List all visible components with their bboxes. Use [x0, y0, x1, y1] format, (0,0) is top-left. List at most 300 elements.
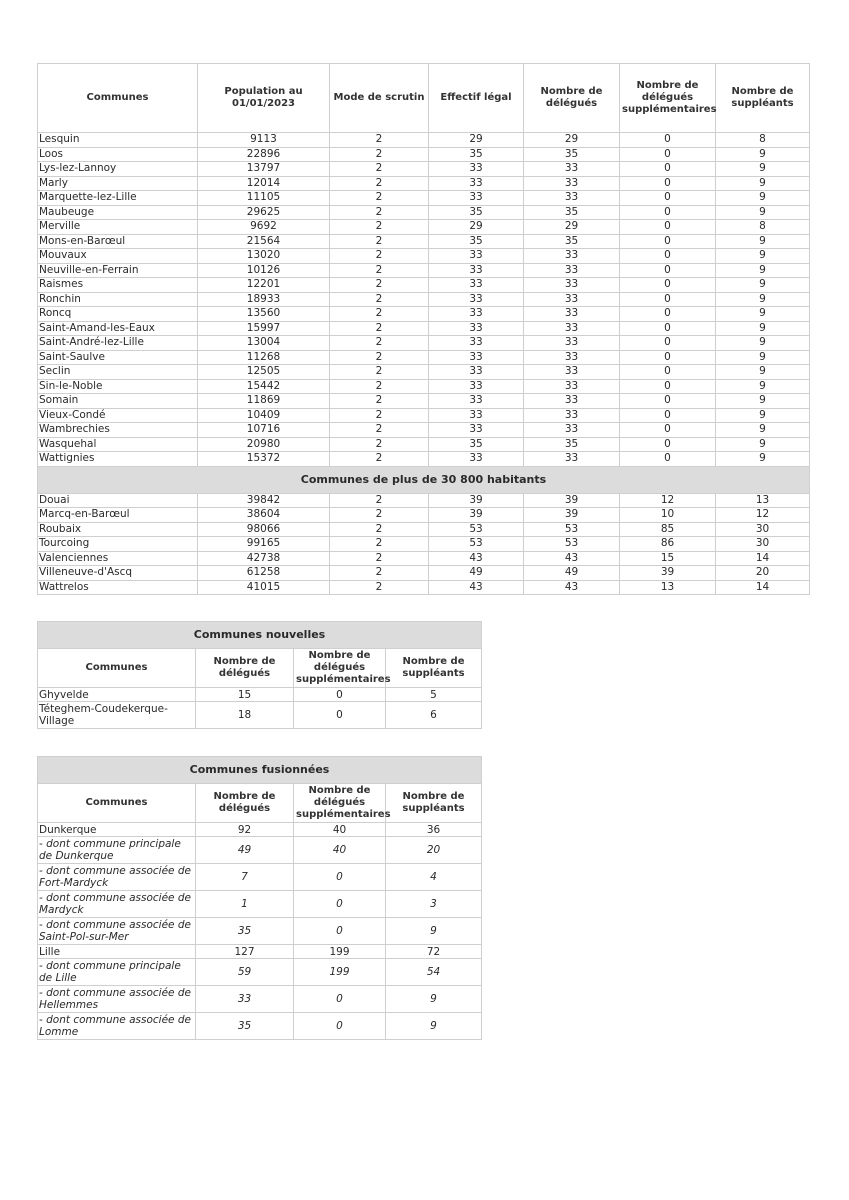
value-cell: 9: [716, 350, 810, 365]
value-cell: 29625: [198, 205, 330, 220]
value-cell: 33: [429, 394, 524, 409]
commune-name-cell: Roncq: [38, 307, 198, 322]
value-cell: 2: [330, 437, 429, 452]
value-cell: 20: [386, 837, 482, 864]
value-cell: 49: [429, 566, 524, 581]
value-cell: 9: [716, 147, 810, 162]
value-cell: 2: [330, 508, 429, 523]
value-cell: 0: [620, 234, 716, 249]
value-cell: 33: [429, 191, 524, 206]
value-cell: 127: [196, 945, 294, 959]
value-cell: 9: [716, 249, 810, 264]
value-cell: 2: [330, 379, 429, 394]
value-cell: 0: [620, 350, 716, 365]
fusionnees-header-supplementaires: Nombre de délégués supplémentaires: [294, 784, 386, 823]
value-cell: 9: [716, 394, 810, 409]
value-cell: 0: [620, 133, 716, 148]
value-cell: 72: [386, 945, 482, 959]
communes-nouvelles-title: Communes nouvelles: [38, 622, 482, 649]
value-cell: 2: [330, 493, 429, 508]
nouvelles-header-delegues: Nombre de délégués: [196, 649, 294, 688]
value-cell: 33: [524, 249, 620, 264]
value-cell: 30: [716, 537, 810, 552]
value-cell: 9: [716, 307, 810, 322]
header-nombre-delegues: Nombre de délégués: [524, 64, 620, 133]
value-cell: 33: [524, 307, 620, 322]
value-cell: 0: [620, 321, 716, 336]
value-cell: 43: [429, 551, 524, 566]
value-cell: 29: [429, 133, 524, 148]
table-row: [38, 945, 482, 959]
value-cell: 1: [196, 891, 294, 918]
table-row: [38, 278, 810, 293]
section-title: Communes de plus de 30 800 habitants: [38, 466, 810, 493]
value-cell: 20980: [198, 437, 330, 452]
value-cell: 0: [620, 205, 716, 220]
value-cell: 33: [429, 452, 524, 467]
communes-fusionnees-table: [37, 756, 482, 1040]
value-cell: 13020: [198, 249, 330, 264]
table-row: [38, 959, 482, 986]
main-table-header-row: [38, 64, 810, 133]
value-cell: 33: [429, 423, 524, 438]
value-cell: 2: [330, 321, 429, 336]
value-cell: 53: [429, 522, 524, 537]
value-cell: 35: [429, 205, 524, 220]
value-cell: 49: [196, 837, 294, 864]
value-cell: 38604: [198, 508, 330, 523]
value-cell: 9: [716, 365, 810, 380]
table-row: [38, 249, 810, 264]
value-cell: 49: [524, 566, 620, 581]
nouvelles-header-supplementaires: Nombre de délégués supplémentaires: [294, 649, 386, 688]
commune-name-cell: Dunkerque: [38, 823, 196, 837]
value-cell: 41015: [198, 580, 330, 595]
main-communes-table: [37, 63, 810, 595]
table-row: [38, 336, 810, 351]
table-row: [38, 986, 482, 1013]
value-cell: 10: [620, 508, 716, 523]
value-cell: 92: [196, 823, 294, 837]
value-cell: 2: [330, 292, 429, 307]
commune-name-cell: Raismes: [38, 278, 198, 293]
commune-name-cell: - dont commune associée de Saint-Pol-sur-Mer: [38, 918, 196, 945]
value-cell: 18: [196, 702, 294, 729]
value-cell: 9: [716, 423, 810, 438]
commune-name-cell: - dont commune associée de Mardyck: [38, 891, 196, 918]
value-cell: 15: [196, 688, 294, 702]
value-cell: 2: [330, 537, 429, 552]
value-cell: 0: [620, 408, 716, 423]
value-cell: 10126: [198, 263, 330, 278]
fusionnees-header-communes: Communes: [38, 784, 196, 823]
value-cell: 9: [386, 986, 482, 1013]
table-row: [38, 551, 810, 566]
value-cell: 33: [429, 249, 524, 264]
commune-name-cell: Marquette-lez-Lille: [38, 191, 198, 206]
value-cell: 2: [330, 234, 429, 249]
value-cell: 33: [429, 350, 524, 365]
value-cell: 9: [716, 452, 810, 467]
value-cell: 9: [716, 263, 810, 278]
value-cell: 9: [716, 292, 810, 307]
table-row: [38, 580, 810, 595]
commune-name-cell: Wattrelos: [38, 580, 198, 595]
value-cell: 15442: [198, 379, 330, 394]
value-cell: 0: [620, 249, 716, 264]
value-cell: 18933: [198, 292, 330, 307]
value-cell: 9: [716, 379, 810, 394]
value-cell: 2: [330, 394, 429, 409]
value-cell: 43: [524, 580, 620, 595]
value-cell: 29: [429, 220, 524, 235]
value-cell: 0: [294, 986, 386, 1013]
value-cell: 8: [716, 133, 810, 148]
value-cell: 9: [386, 918, 482, 945]
table-row: [38, 350, 810, 365]
value-cell: 12: [716, 508, 810, 523]
commune-name-cell: Somain: [38, 394, 198, 409]
value-cell: 33: [429, 365, 524, 380]
value-cell: 2: [330, 336, 429, 351]
table-row: [38, 191, 810, 206]
table-row: [38, 522, 810, 537]
value-cell: 40: [294, 823, 386, 837]
commune-name-cell: Saint-Amand-les-Eaux: [38, 321, 198, 336]
value-cell: 0: [620, 278, 716, 293]
nouvelles-header-row: [38, 649, 482, 688]
value-cell: 61258: [198, 566, 330, 581]
value-cell: 36: [386, 823, 482, 837]
value-cell: 2: [330, 307, 429, 322]
value-cell: 2: [330, 350, 429, 365]
value-cell: 15: [620, 551, 716, 566]
value-cell: 33: [429, 336, 524, 351]
value-cell: 9: [716, 336, 810, 351]
fusionnees-header-row: [38, 784, 482, 823]
value-cell: 29: [524, 220, 620, 235]
value-cell: 0: [294, 688, 386, 702]
value-cell: 30: [716, 522, 810, 537]
commune-name-cell: Loos: [38, 147, 198, 162]
value-cell: 9692: [198, 220, 330, 235]
table-row: [38, 823, 482, 837]
value-cell: 6: [386, 702, 482, 729]
table-row: [38, 176, 810, 191]
header-nombre-suppleants: Nombre de suppléants: [716, 64, 810, 133]
value-cell: 0: [620, 423, 716, 438]
value-cell: 12014: [198, 176, 330, 191]
value-cell: 33: [429, 307, 524, 322]
value-cell: 33: [524, 336, 620, 351]
value-cell: 0: [294, 702, 386, 729]
table-row: [38, 452, 810, 467]
value-cell: 86: [620, 537, 716, 552]
value-cell: 9: [716, 176, 810, 191]
table-row: [38, 133, 810, 148]
value-cell: 33: [524, 162, 620, 177]
value-cell: 15372: [198, 452, 330, 467]
nouvelles-header-suppleants: Nombre de suppléants: [386, 649, 482, 688]
value-cell: 35: [524, 234, 620, 249]
value-cell: 0: [620, 307, 716, 322]
value-cell: 0: [620, 365, 716, 380]
commune-name-cell: Douai: [38, 493, 198, 508]
value-cell: 13560: [198, 307, 330, 322]
value-cell: 2: [330, 162, 429, 177]
value-cell: 35: [196, 1013, 294, 1040]
value-cell: 0: [294, 864, 386, 891]
table-row: [38, 508, 810, 523]
value-cell: 12: [620, 493, 716, 508]
value-cell: 39842: [198, 493, 330, 508]
commune-name-cell: Ronchin: [38, 292, 198, 307]
value-cell: 8: [716, 220, 810, 235]
commune-name-cell: Mons-en-Barœul: [38, 234, 198, 249]
value-cell: 33: [524, 350, 620, 365]
value-cell: 99165: [198, 537, 330, 552]
header-mode-scrutin: Mode de scrutin: [330, 64, 429, 133]
value-cell: 9: [386, 1013, 482, 1040]
value-cell: 53: [524, 537, 620, 552]
table-row: [38, 162, 810, 177]
value-cell: 2: [330, 176, 429, 191]
value-cell: 0: [620, 162, 716, 177]
commune-name-cell: Neuville-en-Ferrain: [38, 263, 198, 278]
table-row: [38, 1013, 482, 1040]
value-cell: 13: [716, 493, 810, 508]
value-cell: 9: [716, 321, 810, 336]
table-row: [38, 702, 482, 729]
value-cell: 33: [524, 191, 620, 206]
commune-name-cell: Sin-le-Noble: [38, 379, 198, 394]
value-cell: 0: [294, 891, 386, 918]
table-row: [38, 307, 810, 322]
commune-name-cell: Wambrechies: [38, 423, 198, 438]
commune-name-cell: Lys-lez-Lannoy: [38, 162, 198, 177]
value-cell: 9113: [198, 133, 330, 148]
value-cell: 59: [196, 959, 294, 986]
value-cell: 35: [524, 437, 620, 452]
communes-fusionnees-title: Communes fusionnées: [38, 757, 482, 784]
commune-name-cell: - dont commune principale de Lille: [38, 959, 196, 986]
value-cell: 33: [429, 278, 524, 293]
value-cell: 10716: [198, 423, 330, 438]
fusionnees-header-delegues: Nombre de délégués: [196, 784, 294, 823]
value-cell: 33: [429, 292, 524, 307]
value-cell: 0: [620, 220, 716, 235]
value-cell: 33: [429, 321, 524, 336]
value-cell: 14: [716, 580, 810, 595]
table-row: [38, 220, 810, 235]
value-cell: 42738: [198, 551, 330, 566]
header-delegues-supplementaires: Nombre de délégués supplémentaires: [620, 64, 716, 133]
commune-name-cell: Tourcoing: [38, 537, 198, 552]
value-cell: 9: [716, 191, 810, 206]
value-cell: 12201: [198, 278, 330, 293]
value-cell: 33: [524, 365, 620, 380]
value-cell: 2: [330, 205, 429, 220]
table-row: [38, 423, 810, 438]
table-row: [38, 408, 810, 423]
value-cell: 54: [386, 959, 482, 986]
value-cell: 3: [386, 891, 482, 918]
commune-name-cell: Saint-André-lez-Lille: [38, 336, 198, 351]
value-cell: 199: [294, 945, 386, 959]
commune-name-cell: Ghyvelde: [38, 688, 196, 702]
value-cell: 33: [524, 278, 620, 293]
value-cell: 33: [524, 176, 620, 191]
header-population: Population au 01/01/2023: [198, 64, 330, 133]
value-cell: 39: [429, 508, 524, 523]
table-row: [38, 493, 810, 508]
table-row: [38, 566, 810, 581]
commune-name-cell: Valenciennes: [38, 551, 198, 566]
value-cell: 2: [330, 522, 429, 537]
communes-nouvelles-table: [37, 621, 482, 729]
commune-name-cell: Wasquehal: [38, 437, 198, 452]
value-cell: 14: [716, 551, 810, 566]
value-cell: 33: [429, 263, 524, 278]
value-cell: 4: [386, 864, 482, 891]
value-cell: 0: [620, 394, 716, 409]
value-cell: 9: [716, 234, 810, 249]
commune-name-cell: Seclin: [38, 365, 198, 380]
commune-name-cell: Lesquin: [38, 133, 198, 148]
value-cell: 9: [716, 205, 810, 220]
value-cell: 2: [330, 566, 429, 581]
value-cell: 0: [620, 452, 716, 467]
value-cell: 2: [330, 278, 429, 293]
value-cell: 33: [524, 452, 620, 467]
value-cell: 33: [524, 394, 620, 409]
table-row: [38, 365, 810, 380]
value-cell: 13797: [198, 162, 330, 177]
value-cell: 33: [429, 379, 524, 394]
header-communes: Communes: [38, 64, 198, 133]
value-cell: 33: [524, 408, 620, 423]
commune-name-cell: Marly: [38, 176, 198, 191]
table-row: [38, 379, 810, 394]
value-cell: 33: [524, 423, 620, 438]
value-cell: 2: [330, 408, 429, 423]
value-cell: 7: [196, 864, 294, 891]
value-cell: 2: [330, 263, 429, 278]
value-cell: 0: [620, 147, 716, 162]
value-cell: 39: [524, 493, 620, 508]
value-cell: 13004: [198, 336, 330, 351]
value-cell: 35: [524, 147, 620, 162]
value-cell: 0: [620, 336, 716, 351]
value-cell: 29: [524, 133, 620, 148]
value-cell: 2: [330, 365, 429, 380]
value-cell: 43: [429, 580, 524, 595]
value-cell: 2: [330, 220, 429, 235]
value-cell: 2: [330, 147, 429, 162]
value-cell: 9: [716, 408, 810, 423]
commune-name-cell: Roubaix: [38, 522, 198, 537]
table-row: [38, 891, 482, 918]
value-cell: 13: [620, 580, 716, 595]
value-cell: 39: [620, 566, 716, 581]
value-cell: 0: [620, 379, 716, 394]
commune-name-cell: Maubeuge: [38, 205, 198, 220]
fusionnees-header-suppleants: Nombre de suppléants: [386, 784, 482, 823]
value-cell: 53: [429, 537, 524, 552]
value-cell: 199: [294, 959, 386, 986]
table-row: [38, 234, 810, 249]
value-cell: 33: [429, 162, 524, 177]
value-cell: 0: [620, 263, 716, 278]
value-cell: 11869: [198, 394, 330, 409]
value-cell: 2: [330, 452, 429, 467]
value-cell: 5: [386, 688, 482, 702]
value-cell: 33: [524, 321, 620, 336]
commune-name-cell: Marcq-en-Barœul: [38, 508, 198, 523]
value-cell: 9: [716, 162, 810, 177]
table-row: [38, 864, 482, 891]
table-row: [38, 394, 810, 409]
commune-name-cell: Wattignies: [38, 452, 198, 467]
value-cell: 2: [330, 133, 429, 148]
value-cell: 11268: [198, 350, 330, 365]
commune-name-cell: - dont commune associée de Lomme: [38, 1013, 196, 1040]
value-cell: 22896: [198, 147, 330, 162]
value-cell: 20: [716, 566, 810, 581]
table-row: [38, 147, 810, 162]
value-cell: 0: [620, 292, 716, 307]
value-cell: 39: [524, 508, 620, 523]
value-cell: 35: [429, 234, 524, 249]
value-cell: 40: [294, 837, 386, 864]
value-cell: 33: [196, 986, 294, 1013]
value-cell: 98066: [198, 522, 330, 537]
value-cell: 2: [330, 551, 429, 566]
table-row: [38, 918, 482, 945]
commune-name-cell: Vieux-Condé: [38, 408, 198, 423]
table-row: [38, 537, 810, 552]
commune-name-cell: Merville: [38, 220, 198, 235]
commune-name-cell: Téteghem-Coudekerque-Village: [38, 702, 196, 729]
value-cell: 39: [429, 493, 524, 508]
value-cell: 33: [524, 263, 620, 278]
value-cell: 33: [524, 379, 620, 394]
commune-name-cell: Mouvaux: [38, 249, 198, 264]
table-row: [38, 688, 482, 702]
value-cell: 15997: [198, 321, 330, 336]
table-row: [38, 437, 810, 452]
value-cell: 21564: [198, 234, 330, 249]
value-cell: 2: [330, 191, 429, 206]
value-cell: 2: [330, 249, 429, 264]
commune-name-cell: Villeneuve-d'Ascq: [38, 566, 198, 581]
value-cell: 0: [294, 1013, 386, 1040]
commune-name-cell: - dont commune associée de Fort-Mardyck: [38, 864, 196, 891]
value-cell: 2: [330, 580, 429, 595]
value-cell: 9: [716, 278, 810, 293]
commune-name-cell: - dont commune principale de Dunkerque: [38, 837, 196, 864]
value-cell: 10409: [198, 408, 330, 423]
value-cell: 53: [524, 522, 620, 537]
section-header-row: [38, 466, 810, 493]
value-cell: 35: [196, 918, 294, 945]
value-cell: 0: [294, 918, 386, 945]
table-row: [38, 321, 810, 336]
value-cell: 33: [524, 292, 620, 307]
value-cell: 2: [330, 423, 429, 438]
commune-name-cell: Saint-Saulve: [38, 350, 198, 365]
nouvelles-header-communes: Communes: [38, 649, 196, 688]
